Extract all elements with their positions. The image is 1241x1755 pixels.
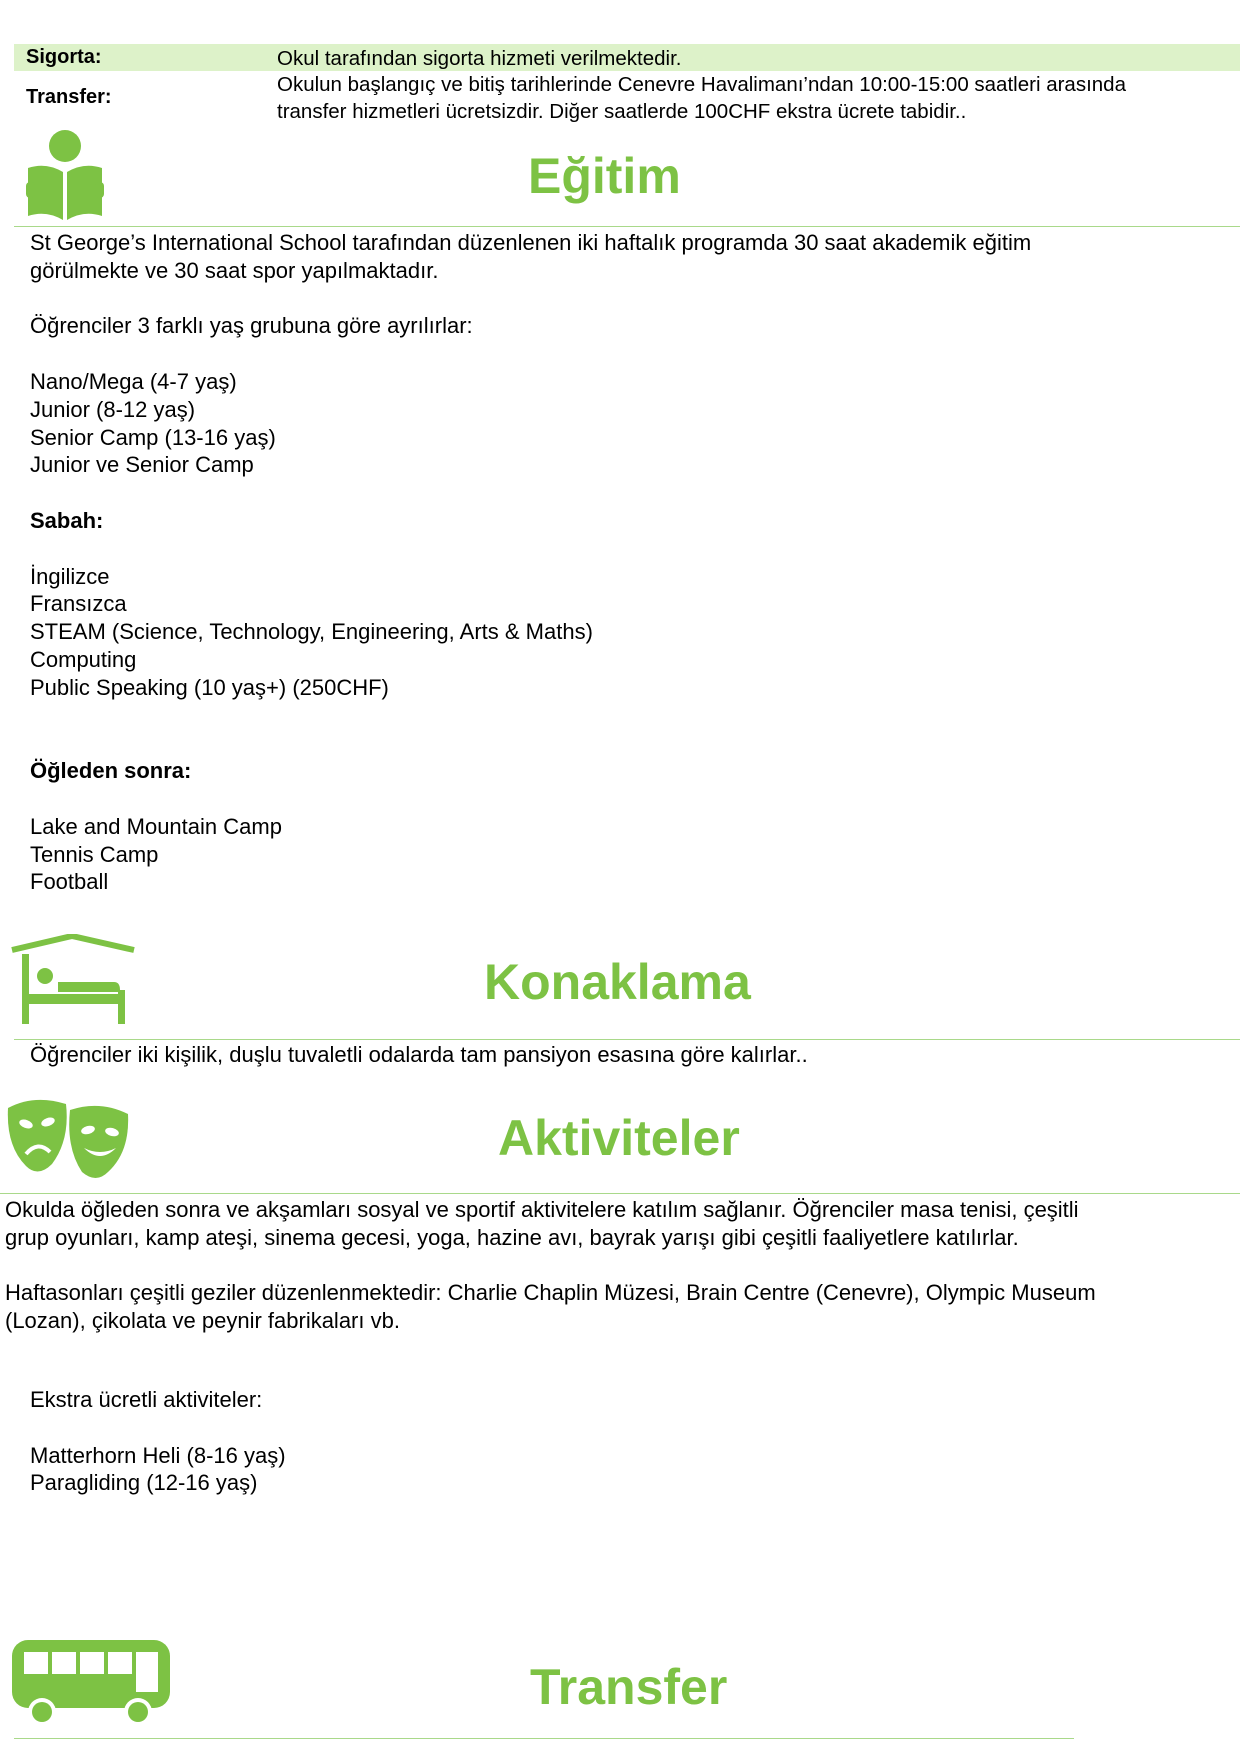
list-item: Fransızca — [30, 591, 127, 617]
insurance-label: Sigorta: — [26, 46, 102, 68]
theater-masks-icon — [4, 1094, 132, 1184]
afternoon-heading: Öğleden sonra: — [30, 758, 192, 784]
list-item: Football — [30, 869, 109, 895]
list-item: Junior ve Senior Camp — [30, 452, 254, 478]
list-item: Nano/Mega (4-7 yaş) — [30, 368, 237, 394]
bus-icon — [10, 1638, 172, 1728]
section-rule-konaklama — [14, 1039, 1240, 1040]
aktiviteler-p1-line2: grup oyunları, kamp ateşi, sinema gecesi, yoga, hazine avı, bayrak yarışı gibi çeşitli faaliyetlere katılırlar. — [5, 1224, 1019, 1250]
list-item: Public Speaking (10 yaş+) (250CHF) — [30, 674, 389, 700]
list-item: Computing — [30, 646, 137, 672]
list-item: İngilizce — [30, 563, 110, 589]
aktiviteler-p1-line1: Okulda öğleden sonra ve akşamları sosyal ve sportif aktivitelere katılım sağlanır. Öğrenciler masa tenisi, çeşitli — [5, 1197, 1079, 1222]
list-item: Matterhorn Heli (8-16 yaş) — [30, 1442, 286, 1468]
konaklama-text: Öğrenciler iki kişilik, duşlu tuvaletli odalarda tam pansiyon esasına göre kalırlar.. — [30, 1042, 808, 1067]
egitim-body — [30, 229, 1031, 896]
section-rule-aktiviteler — [0, 1193, 1240, 1194]
list-item: Paragliding (12-16 yaş) — [30, 1470, 258, 1496]
egitim-intro-line1: St George’s International School tarafından düzenlenen iki haftalık programda 30 saat akademik eğitim — [30, 230, 1032, 255]
section-title-transfer: Transfer — [530, 1659, 728, 1715]
aktiviteler-p2-line2: (Lozan), çikolata ve peynir fabrikaları vb. — [5, 1308, 400, 1334]
list-item: Lake and Mountain Camp — [30, 813, 282, 839]
egitim-intro-line2: görülmekte ve 30 saat spor yapılmaktadır. — [30, 257, 439, 283]
transfer-label: Transfer: — [26, 86, 112, 108]
section-title-konaklama: Konaklama — [484, 954, 751, 1010]
aktiviteler-extra — [30, 1386, 286, 1497]
reading-person-icon — [26, 130, 104, 222]
section-title-aktiviteler: Aktiviteler — [498, 1110, 740, 1166]
section-rule-transfer — [14, 1738, 1074, 1739]
extra-heading: Ekstra ücretli aktiviteler: — [30, 1387, 263, 1412]
list-item: STEAM (Science, Technology, Engineering, Arts & Maths) — [30, 619, 593, 645]
aktiviteler-p2-line1: Haftasonları çeşitli geziler düzenlenmektedir: Charlie Chaplin Müzesi, Brain Centre (Cenevre), Olympic Museum — [5, 1280, 1096, 1306]
insurance-value: Okul tarafından sigorta hizmeti verilmektedir. — [277, 47, 682, 70]
transfer-value-line2: transfer hizmetleri ücretsizdir. Diğer saatlerde 100CHF ekstra ücrete tabidir.. — [277, 100, 967, 123]
transfer-value-line1: Okulun başlangıç ve bitiş tarihlerinde Cenevre Havalimanı’ndan 10:00-15:00 saatleri arasında — [277, 73, 1126, 96]
aktiviteler-paragraphs — [5, 1196, 1096, 1335]
egitim-groups-intro: Öğrenciler 3 farklı yaş grubuna göre ayrılırlar: — [30, 313, 473, 339]
list-item: Senior Camp (13-16 yaş) — [30, 424, 276, 450]
section-title-egitim: Eğitim — [528, 148, 681, 204]
section-rule-egitim — [14, 226, 1240, 227]
list-item: Junior (8-12 yaş) — [30, 396, 196, 422]
list-item: Tennis Camp — [30, 841, 159, 867]
morning-heading: Sabah: — [30, 507, 104, 533]
bed-house-icon — [10, 934, 136, 1028]
